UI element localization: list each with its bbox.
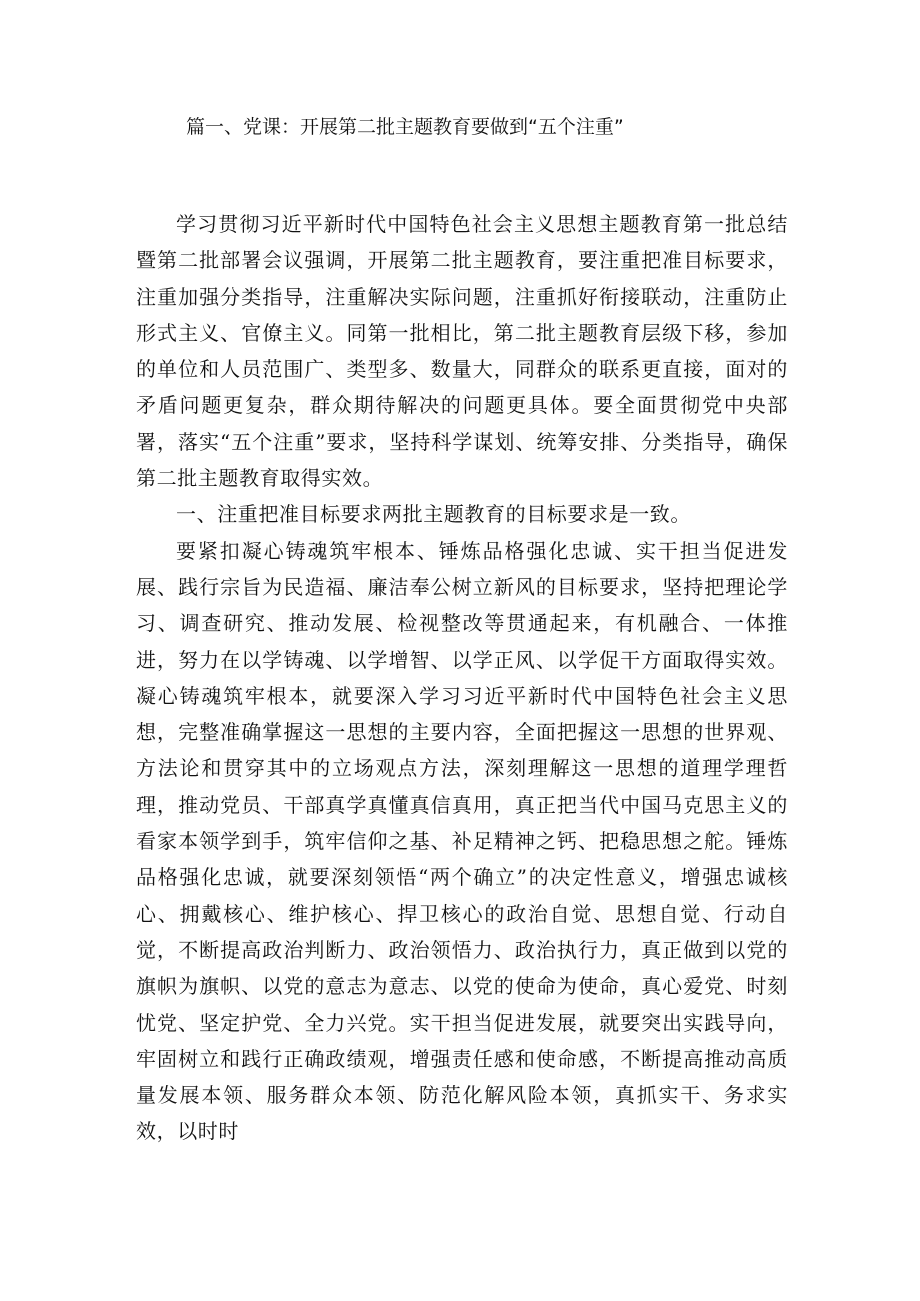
paragraph-section-one: 要紧扣凝心铸魂筑牢根本、锤炼品格强化忠诚、实干担当促进发展、践行宗旨为民造福、廉洁奉公树立新风的目标要求，坚持把理论学习、调查研究、推动发展、检视整改等贯通起来，有机融合、一体推进，努力在以学铸魂、以学增智、以学正风、以学促干方面取得实效。凝心铸魂筑牢根本，就要深入学习习近平新时代中国特色社会主义思想，完整准确掌握这一思想的主要内容，全面把握这一思想的世界观、方法论和贯穿其中的立场观点方法，深刻理解这一思想的道理学理哲理，推动党员、干部真学真懂真信真用，真正把当代中国马克思主义的看家本领学到手，筑牢信仰之基、补足精神之钙、把稳思想之舵。锤炼品格强化忠诚，就要深刻领悟“两个确立”的决定性意义，增强忠诚核心、拥戴核心、维护核心、捍卫核心的政治自觉、思想自觉、行动自觉，不断提高政治判断力、政治领悟力、政治执行力，真正做到以党的旗帜为旗帜、以党的意志为意志、以党的使命为使命，真心爱党、时刻忧党、坚定护党、全力兴党。实干担当促进发展，就要突出实践导向，牢固树立和践行正确政绩观，增强责任感和使命感，不断提高推动高质量发展本领、服务群众本领、防范化解风险本领，真抓实干、务求实效，以时时 xyxy=(136,538,788,1144)
document-body xyxy=(136,206,788,1150)
section-heading-one: 一、注重把准目标要求两批主题教育的目标要求是一致。 xyxy=(176,502,691,527)
document-title: 篇一、党课：开展第二批主题教育要做到“五个注重” xyxy=(186,116,624,138)
paragraph-intro: 学习贯彻习近平新时代中国特色社会主义思想主题教育第一批总结暨第二批部署会议强调，开展第二批主题教育，要注重把准目标要求，注重加强分类指导，注重解决实际问题，注重抓好衔接联动，注重防止形式主义、官僚主义。同第一批相比，第二批主题教育层级下移，参加的单位和人员范围广、类型多、数量大，同群众的联系更直接，面对的矛盾问题更复杂，群众期待解决的问题更具体。要全面贯彻党中央部署，落实“五个注重”要求，坚持科学谋划、统筹安排、分类指导，确保第二批主题教育取得实效。 xyxy=(136,212,788,491)
